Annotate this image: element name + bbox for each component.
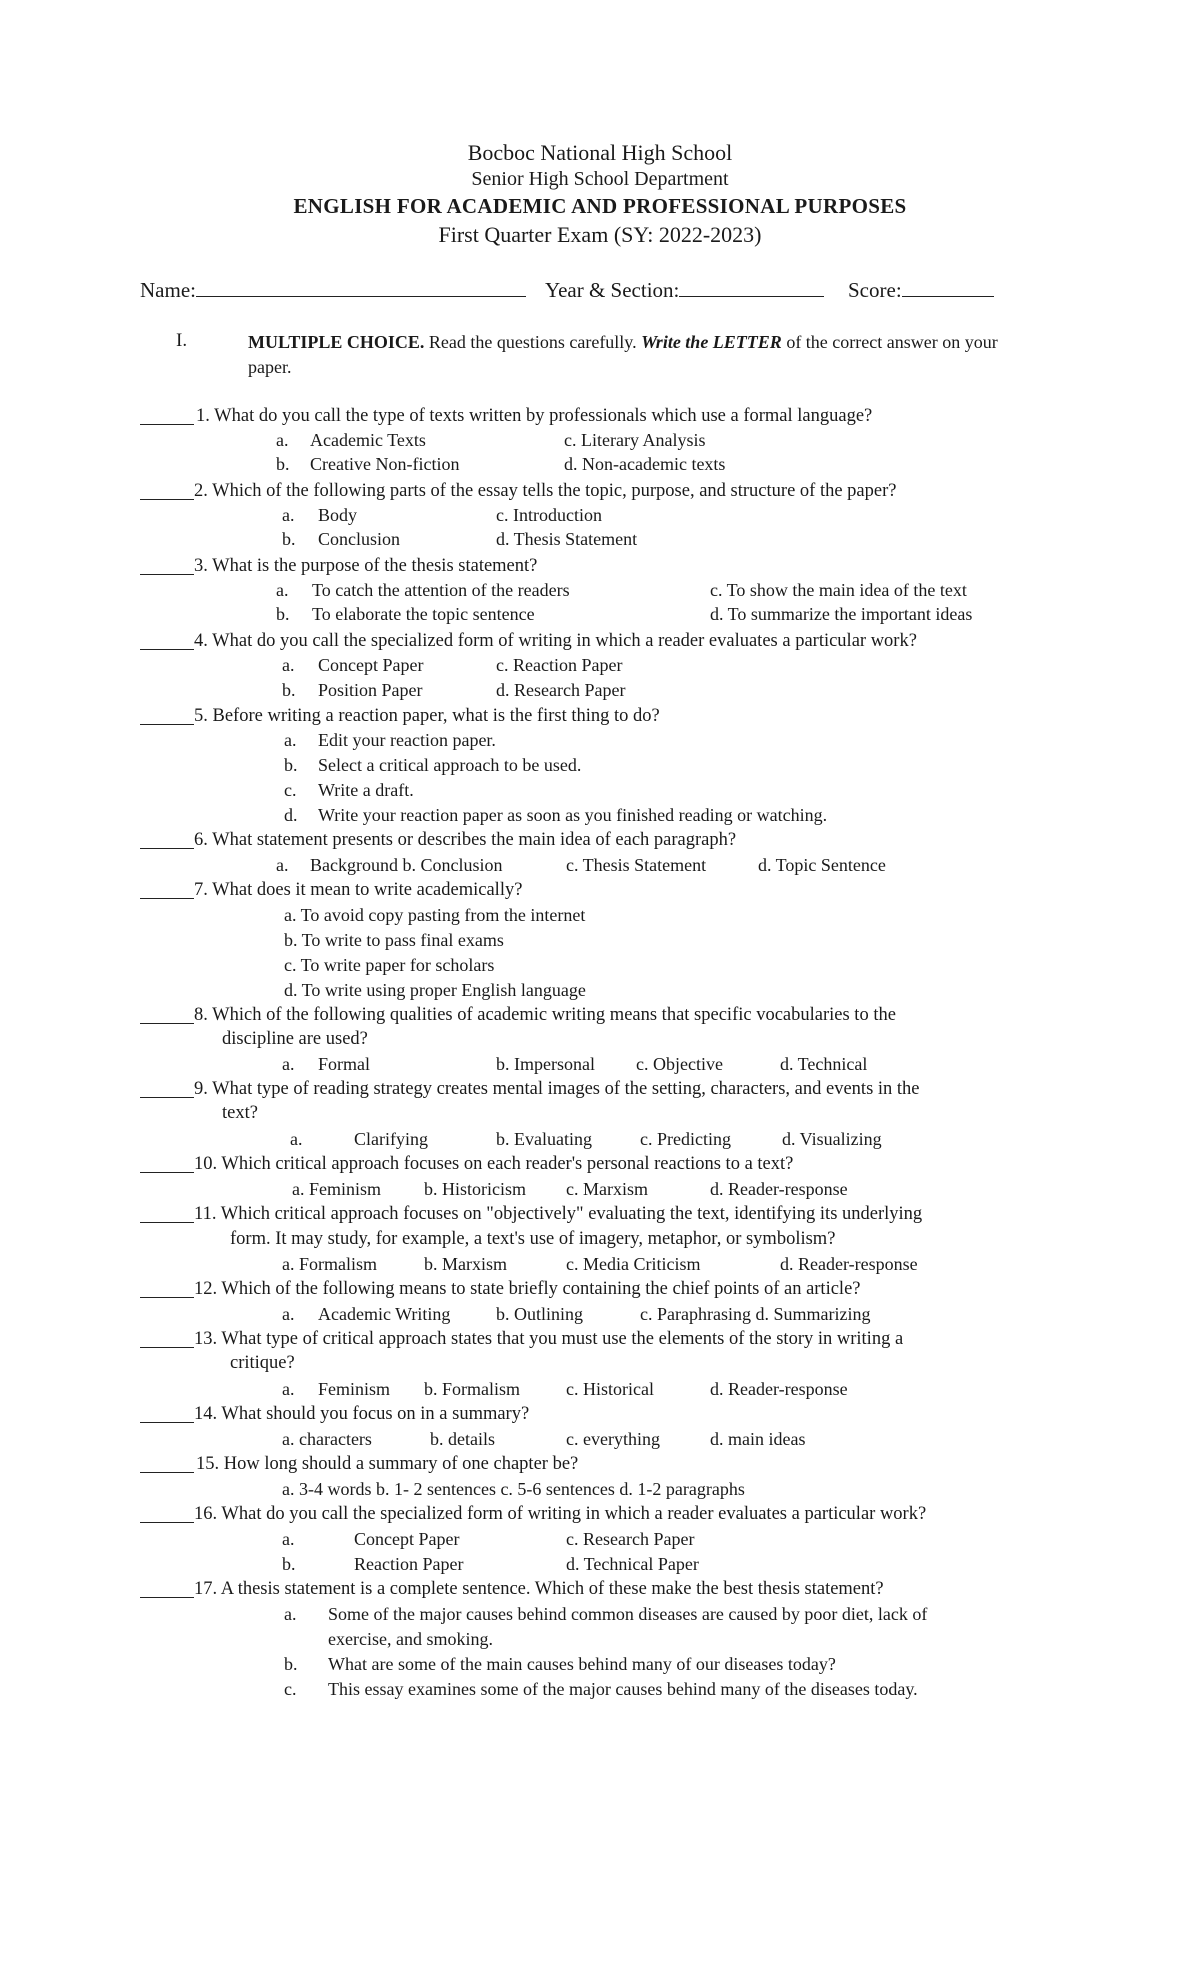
option-letter: b. xyxy=(276,604,290,624)
option-letter: a. xyxy=(276,855,289,875)
question-17: 17. A thesis statement is a complete sentence. Which of these make the best thesis statement? xyxy=(194,1579,884,1599)
option-letter: a. xyxy=(276,580,289,600)
option-text: b. Historicism xyxy=(424,1179,526,1199)
answer-blank xyxy=(140,898,194,899)
option-text: c. everything xyxy=(566,1429,660,1449)
question-16: 16. What do you call the specialized form of writing in which a reader evaluates a particular work? xyxy=(194,1504,927,1524)
option-text: b. To write to pass final exams xyxy=(284,930,504,950)
option-text: d. Reader-response xyxy=(780,1254,918,1274)
score-field xyxy=(848,278,994,303)
option-text: b. Outlining xyxy=(496,1304,584,1324)
option-text: d. main ideas xyxy=(710,1429,806,1449)
option-letter: a. xyxy=(276,430,289,450)
department-name: Senior High School Department xyxy=(471,168,729,190)
answer-blank xyxy=(140,1597,194,1598)
option-letter: b. xyxy=(284,1654,298,1674)
option-text: To catch the attention of the readers xyxy=(312,580,570,600)
option-text: Select a critical approach to be used. xyxy=(318,755,582,775)
option-text: c. To show the main idea of the text xyxy=(710,580,967,600)
option-text: Conclusion xyxy=(318,529,401,549)
score-label: Score: xyxy=(848,278,902,302)
option-text: Reaction Paper xyxy=(354,1554,464,1574)
option-text: d. Topic Sentence xyxy=(758,855,886,875)
option-text: d. Technical Paper xyxy=(566,1554,699,1574)
option-letter: a. xyxy=(282,505,295,525)
instruction-text-1: Read the questions carefully. xyxy=(424,332,642,352)
question-11: 11. Which critical approach focuses on "objectively" evaluating the text, identifying its underlying xyxy=(194,1204,923,1224)
question-5: 5. Before writing a reaction paper, what is the first thing to do? xyxy=(194,706,660,726)
question-8: 8. Which of the following qualities of academic writing means that specific vocabularies to the xyxy=(194,1005,896,1025)
answer-blank xyxy=(140,574,194,575)
name-field xyxy=(140,278,526,303)
option-text: a. 3-4 words b. 1- 2 sentences c. 5-6 sentences d. 1-2 paragraphs xyxy=(282,1479,745,1499)
option-text: d. Non-academic texts xyxy=(564,454,726,474)
question-15: 15. How long should a summary of one chapter be? xyxy=(196,1454,579,1474)
option-text: Position Paper xyxy=(318,680,423,700)
option-text: b. Impersonal xyxy=(496,1054,595,1074)
question-12: 12. Which of the following means to state briefly containing the chief points of an article? xyxy=(194,1279,861,1299)
option-letter: a. xyxy=(284,1604,297,1624)
option-text: Clarifying xyxy=(354,1129,428,1149)
question-9-continued: text? xyxy=(222,1103,258,1123)
question-8-continued: discipline are used? xyxy=(222,1029,368,1049)
option-text: d. Technical xyxy=(780,1054,868,1074)
answer-blank xyxy=(140,1297,194,1298)
option-letter: b. xyxy=(282,680,296,700)
subject-title: ENGLISH FOR ACADEMIC AND PROFESSIONAL PURPOSES xyxy=(293,194,907,218)
answer-blank xyxy=(140,1023,194,1024)
option-text: c. Paraphrasing d. Summarizing xyxy=(640,1304,871,1324)
option-text-continued: exercise, and smoking. xyxy=(328,1629,493,1649)
option-text: d. Thesis Statement xyxy=(496,529,638,549)
option-text: Academic Texts xyxy=(310,430,426,450)
option-text: Formal xyxy=(318,1054,370,1074)
answer-blank xyxy=(140,1097,194,1098)
option-text: Concept Paper xyxy=(354,1529,460,1549)
option-letter: a. xyxy=(284,730,297,750)
option-text: a. Feminism xyxy=(292,1179,381,1199)
option-text: What are some of the main causes behind many of our diseases today? xyxy=(328,1654,836,1674)
option-letter: d. xyxy=(284,805,298,825)
option-text: This essay examines some of the major causes behind many of the diseases today. xyxy=(328,1679,918,1699)
option-text: Edit your reaction paper. xyxy=(318,730,496,750)
question-13: 13. What type of critical approach states that you must use the elements of the story in writing a xyxy=(194,1329,904,1349)
question-1: 1. What do you call the type of texts written by professionals which use a formal language? xyxy=(196,406,873,426)
answer-blank xyxy=(140,1172,194,1173)
option-text: Some of the major causes behind common diseases are caused by poor diet, lack of xyxy=(328,1604,928,1624)
section-instructions xyxy=(248,330,1038,380)
year-section-field xyxy=(545,278,824,303)
option-text: Body xyxy=(318,505,358,525)
option-text: d. Reader-response xyxy=(710,1179,848,1199)
question-4: 4. What do you call the specialized form of writing in which a reader evaluates a particular work? xyxy=(194,631,917,651)
question-11-continued: form. It may study, for example, a text's use of imagery, metaphor, or symbolism? xyxy=(230,1229,836,1249)
option-text: Feminism xyxy=(318,1379,391,1399)
answer-blank xyxy=(140,724,194,725)
question-14: 14. What should you focus on in a summary? xyxy=(194,1404,530,1424)
year-section-blank xyxy=(679,278,824,297)
option-text: d. Research Paper xyxy=(496,680,626,700)
instruction-emphasis: Write the LETTER xyxy=(641,332,782,352)
year-section-label: Year & Section: xyxy=(545,278,680,302)
option-letter: b. xyxy=(282,529,296,549)
option-text: b. Evaluating xyxy=(496,1129,592,1149)
option-letter: b. xyxy=(284,755,298,775)
score-blank xyxy=(902,278,994,297)
option-letter: a. xyxy=(282,1304,295,1324)
option-text: d. Visualizing xyxy=(782,1129,882,1149)
option-text: a. To avoid copy pasting from the internet xyxy=(284,905,586,925)
option-text: c. Historical xyxy=(566,1379,654,1399)
option-text: c. Marxism xyxy=(566,1179,648,1199)
option-letter: a. xyxy=(282,1379,295,1399)
option-text: d. To write using proper English language xyxy=(284,980,586,1000)
option-letter: b. xyxy=(282,1554,296,1574)
option-text: Concept Paper xyxy=(318,655,424,675)
school-name: Bocboc National High School xyxy=(467,140,733,165)
option-text: Creative Non-fiction xyxy=(310,454,460,474)
option-text: Write your reaction paper as soon as you finished reading or watching. xyxy=(318,805,828,825)
option-letter: a. xyxy=(282,655,295,675)
answer-blank xyxy=(140,424,194,425)
answer-blank xyxy=(140,848,194,849)
option-text: b. details xyxy=(430,1429,495,1449)
option-text: c. Research Paper xyxy=(566,1529,695,1549)
section-title: MULTIPLE CHOICE. xyxy=(248,332,425,352)
answer-blank xyxy=(140,1347,194,1348)
option-letter: a. xyxy=(282,1054,295,1074)
option-text: d. To summarize the important ideas xyxy=(710,604,973,624)
option-text: c. Introduction xyxy=(496,505,602,525)
answer-blank xyxy=(140,499,194,500)
option-text: c. Literary Analysis xyxy=(564,430,706,450)
option-text: Write a draft. xyxy=(318,780,414,800)
option-text: a. characters xyxy=(282,1429,372,1449)
question-2: 2. Which of the following parts of the essay tells the topic, purpose, and structure of the paper? xyxy=(194,481,897,501)
option-text: c. Thesis Statement xyxy=(566,855,707,875)
question-7: 7. What does it mean to write academically? xyxy=(194,880,523,900)
option-letter: c. xyxy=(284,780,297,800)
option-text: Background b. Conclusion xyxy=(310,855,503,875)
option-text: c. Media Criticism xyxy=(566,1254,701,1274)
instruction-text-2: of the correct answer on your paper. xyxy=(248,332,998,377)
answer-blank xyxy=(140,1522,194,1523)
exam-title: First Quarter Exam (SY: 2022-2023) xyxy=(438,222,762,247)
question-3: 3. What is the purpose of the thesis statement? xyxy=(194,556,538,576)
question-9: 9. What type of reading strategy creates mental images of the setting, characters, and events in the xyxy=(194,1079,920,1099)
section-numeral: I. xyxy=(176,330,188,351)
option-text: To elaborate the topic sentence xyxy=(312,604,535,624)
answer-blank xyxy=(140,1472,194,1473)
name-blank xyxy=(196,278,526,297)
option-letter: a. xyxy=(290,1129,303,1149)
option-letter: a. xyxy=(282,1529,295,1549)
option-letter: c. xyxy=(284,1679,297,1699)
answer-blank xyxy=(140,1222,194,1223)
option-text: a. Formalism xyxy=(282,1254,377,1274)
answer-blank xyxy=(140,1422,194,1423)
option-text: c. To write paper for scholars xyxy=(284,955,495,975)
option-text: c. Predicting xyxy=(640,1129,731,1149)
question-10: 10. Which critical approach focuses on each reader's personal reactions to a text? xyxy=(194,1154,794,1174)
question-6: 6. What statement presents or describes the main idea of each paragraph? xyxy=(194,830,737,850)
option-text: b. Formalism xyxy=(424,1379,521,1399)
answer-blank xyxy=(140,649,194,650)
option-text: d. Reader-response xyxy=(710,1379,848,1399)
option-text: c. Objective xyxy=(636,1054,723,1074)
option-text: Academic Writing xyxy=(318,1304,451,1324)
question-13-continued: critique? xyxy=(230,1353,295,1373)
option-text: b. Marxism xyxy=(424,1254,507,1274)
option-text: c. Reaction Paper xyxy=(496,655,623,675)
name-label: Name: xyxy=(140,278,196,302)
option-letter: b. xyxy=(276,454,290,474)
